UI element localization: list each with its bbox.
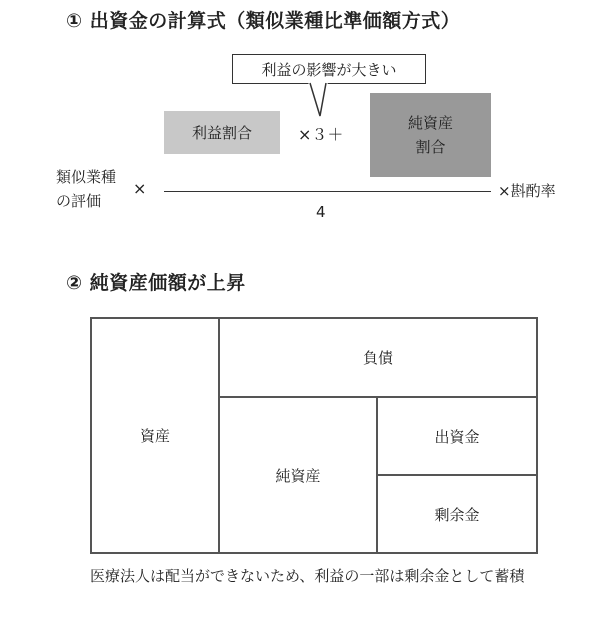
formula-title: ① 出資金の計算式（類似業種比準価額方式） [66, 10, 461, 32]
capital-label: 出資金 [434, 427, 480, 446]
similar-industry-valuation [56, 165, 116, 213]
liabilities-label: 負債 [362, 349, 393, 367]
net-assets-cell [218, 396, 378, 554]
liabilities-cell [218, 317, 538, 398]
denominator: 4 [316, 203, 326, 221]
discretion-rate: ×斟酌率 [498, 182, 556, 200]
times-sign: × [133, 179, 147, 198]
capital-cell [376, 396, 538, 476]
times-three-plus: ×３＋ [298, 125, 344, 144]
fraction-line [164, 191, 491, 192]
net-assets-ratio-line1: 純資産 [407, 114, 453, 132]
net-assets-ratio-box [370, 93, 491, 177]
lhs-line2: の評価 [56, 192, 102, 210]
profit-ratio-box: 利益割合 [164, 111, 280, 154]
footnote: 医療法人は配当ができないため、利益の一部は剰余金として蓄積 [90, 567, 525, 585]
surplus-cell [376, 474, 538, 554]
assets-cell [90, 317, 220, 554]
net-assets-ratio-line2: 割合 [415, 138, 446, 156]
net-assets-title: ② 純資産価額が上昇 [66, 272, 246, 294]
assets-label: 資産 [139, 427, 170, 445]
callout-pointer [306, 82, 330, 118]
surplus-label: 剰余金 [434, 505, 480, 524]
lhs-line1: 類似業種 [56, 168, 117, 186]
net-assets-label: 純資産 [275, 466, 321, 485]
profit-impact-callout: 利益の影響が大きい [232, 54, 426, 84]
